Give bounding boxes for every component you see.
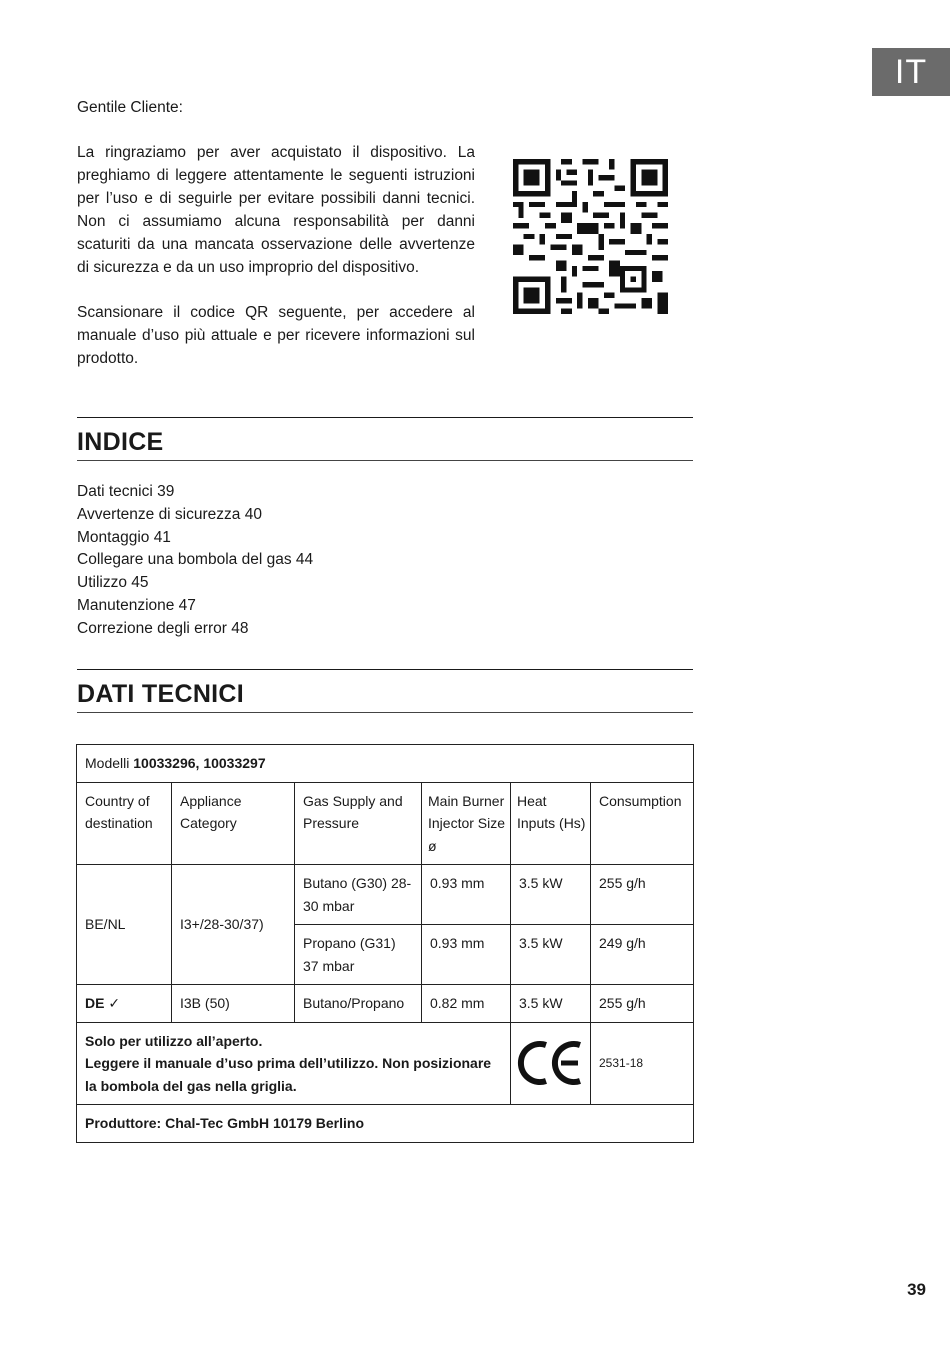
ce-mark-icon [516,1037,586,1089]
index-heading: INDICE [77,428,164,456]
tech-section [77,669,693,713]
producer-cell: Produttore: Chal-Tec GmbH 10179 Berlino [77,1105,694,1143]
page-number: 39 [907,1280,926,1299]
greeting: Gentile Cliente: [77,99,183,116]
intro-paragraph-1: La ringraziamo per aver acquistato il dispositivo. La preghiamo di leggere attentamente le seguenti istruzioni per l’uso e di seguirle per evitare possibili danni tecnici. Non ci assumiamo alcuna responsabilità per danni scaturiti da una mancata osservazione delle avvertenze di sicurezza e da un uso improprio del dispositivo. [77,144,475,276]
ce-code: 2531-18 [591,1022,694,1105]
notice-line-1: Solo per utilizzo all’aperto. [85,1032,263,1049]
table-row [77,985,694,1023]
toc-item[interactable]: Correzione degli error 48 [77,619,249,637]
header-category: Appliance Category [172,782,295,865]
table-row [77,1105,694,1143]
injector-value: 0.82 mm [422,985,511,1023]
toc-item[interactable]: Collegare una bombola del gas 44 [77,551,314,569]
models-value: 10033296, 10033297 [133,755,266,771]
toc-item[interactable]: Manutenzione 47 [77,596,196,614]
heat-value: 3.5 kW [511,865,591,925]
consumption-value: 255 g/h [591,865,694,925]
category-de: I3B (50) [172,985,295,1023]
gas-de: Butano/Propano [295,985,422,1023]
header-injector: Main Burner Injector Size ø [422,782,511,865]
table-row [77,865,694,925]
tech-heading: DATI TECNICI [77,680,245,708]
ce-cell [511,1022,591,1105]
country-de: DE ✓ [77,985,172,1023]
index-section [77,417,693,461]
intro-paragraph-2: Scansionare il codice QR seguente, per accedere al manuale d’uso più attuale e per ricevere informazioni sul prodotto. [77,304,475,367]
country-benl: BE/NL [77,865,172,985]
table-of-contents [77,481,313,641]
header-consumption: Consumption [591,782,694,865]
gas-butano: Butano (G30) 28-30 mbar [295,865,422,925]
language-tab: IT [872,48,950,96]
models-label: Modelli [85,755,130,771]
table-row [77,782,694,865]
notice-line-2: Leggere il manuale d’uso prima dell’utilizzo. Non posizionare la bombola del gas nella griglia. [85,1055,492,1094]
injector-value: 0.93 mm [422,865,511,925]
toc-item[interactable]: Montaggio 41 [77,528,171,546]
notice-cell [77,1022,511,1105]
header-gas: Gas Supply and Pressure [295,782,422,865]
toc-item[interactable]: Avvertenze di sicurezza 40 [77,505,262,523]
heat-value: 3.5 kW [511,985,591,1023]
gas-propano: Propano (G31) 37 mbar [295,925,422,985]
tech-spec-table [76,744,694,1143]
models-cell [77,745,694,783]
injector-value: 0.93 mm [422,925,511,985]
table-row [77,745,694,783]
consumption-value: 249 g/h [591,925,694,985]
toc-item[interactable]: Dati tecnici 39 [77,483,175,500]
heat-value: 3.5 kW [511,925,591,985]
consumption-value: 255 g/h [591,985,694,1023]
intro-text [77,96,475,392]
header-heat: Heat Inputs (Hs) [511,782,591,865]
toc-item[interactable]: Utilizzo 45 [77,574,149,592]
header-country: Country of destination [77,782,172,865]
category-benl: I3+/28-30/37) [172,865,295,985]
table-row [77,1022,694,1105]
qr-code-icon [513,158,668,315]
